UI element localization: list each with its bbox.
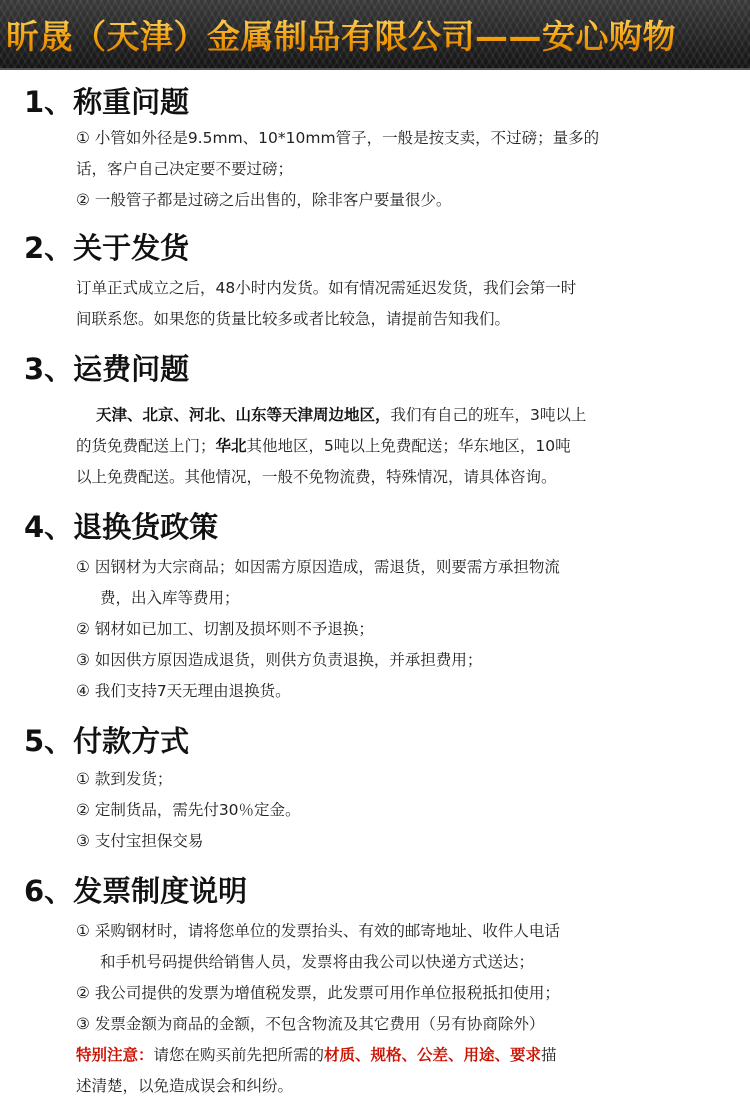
section-line: 订单正式成立之后，48小时内发货。如有情况需延迟发货，我们会第一时 [76, 279, 577, 297]
section-line: ④ 我们支持7天无理由退换货。 [76, 682, 291, 700]
section-line: ① 因钢材为大宗商品；如因需方原因造成，需退货，则要需方承担物流 [76, 558, 560, 576]
section-line: ② 我公司提供的发票为增值税发票，此发票可用作单位报税抵扣使用； [76, 984, 560, 1002]
section-line: 间联系您。如果您的货量比较多或者比较急，请提前告知我们。 [76, 310, 511, 328]
section-weighing [24, 80, 750, 216]
section-returns [24, 505, 750, 707]
freight-line-text: 其他地区，5吨以上免费配送；华东地区，10吨 [246, 437, 571, 455]
section-line [24, 431, 750, 462]
freight-line-text: 的货免费配送上门； [76, 437, 216, 455]
section-line: ② 定制货品，需先付30％定金。 [76, 801, 301, 819]
freight-region-bold: 华北 [215, 437, 247, 455]
section-line: ① 小管如外径是9.5mm、10*10mm管子，一般是按支卖，不过磅；量多的 [76, 129, 600, 147]
banner-title: 昕晟（天津）金属制品有限公司——安心购物 [6, 11, 676, 58]
freight-regions-bold: 天津、北京、河北、山东等天津周边地区， [96, 406, 391, 424]
section-line: ③ 支付宝担保交易 [76, 832, 204, 850]
section-line: ② 一般管子都是过磅之后出售的，除非客户要量很少。 [76, 191, 452, 209]
special-note [24, 1040, 750, 1071]
section-line: 以上免费配送。其他情况，一般不免物流费，特殊情况，请具体咨询。 [76, 468, 557, 486]
section-title: 1、称重问题 [24, 85, 190, 119]
section-title: 6、发票制度说明 [24, 874, 248, 908]
section-payment [24, 719, 750, 857]
header-banner [0, 0, 750, 70]
section-freight [24, 347, 750, 493]
section-invoice [24, 869, 750, 1102]
special-note-text: 请您在购买前先把所需的 [153, 1046, 325, 1064]
section-line: ③ 发票金额为商品的金额，不包含物流及其它费用（另有协商除外） [76, 1015, 545, 1033]
section-line: 费，出入库等费用； [100, 589, 240, 607]
section-line: 话，客户自己决定要不要过磅； [76, 160, 294, 178]
special-note-highlight: 材质、规格、公差、用途、要求 [324, 1046, 542, 1064]
section-line: 和手机号码提供给销售人员，发票将由我公司以快递方式送达； [100, 953, 535, 971]
section-title: 4、退换货政策 [24, 510, 219, 544]
section-line: ① 款到发货； [76, 770, 173, 788]
section-title: 3、运费问题 [24, 352, 190, 386]
section-line: ③ 如因供方原因造成退货，则供方负责退换，并承担费用； [76, 651, 483, 669]
section-title: 5、付款方式 [24, 724, 190, 758]
section-shipping [24, 226, 750, 335]
special-note-label: 特别注意： [76, 1046, 154, 1064]
section-line: ① 采购钢材时，请将您单位的发票抬头、有效的邮寄地址、收件人电话 [76, 922, 560, 940]
policy-content [0, 80, 750, 1102]
section-line: ② 钢材如已加工、切割及损坏则不予退换； [76, 620, 374, 638]
special-note-text: 描 [541, 1046, 557, 1064]
section-line [24, 400, 750, 431]
freight-line-text: 我们有自己的班车，3吨以上 [390, 406, 587, 424]
section-title: 2、关于发货 [24, 231, 190, 265]
section-line: 述清楚，以免造成误会和纠纷。 [76, 1077, 294, 1095]
